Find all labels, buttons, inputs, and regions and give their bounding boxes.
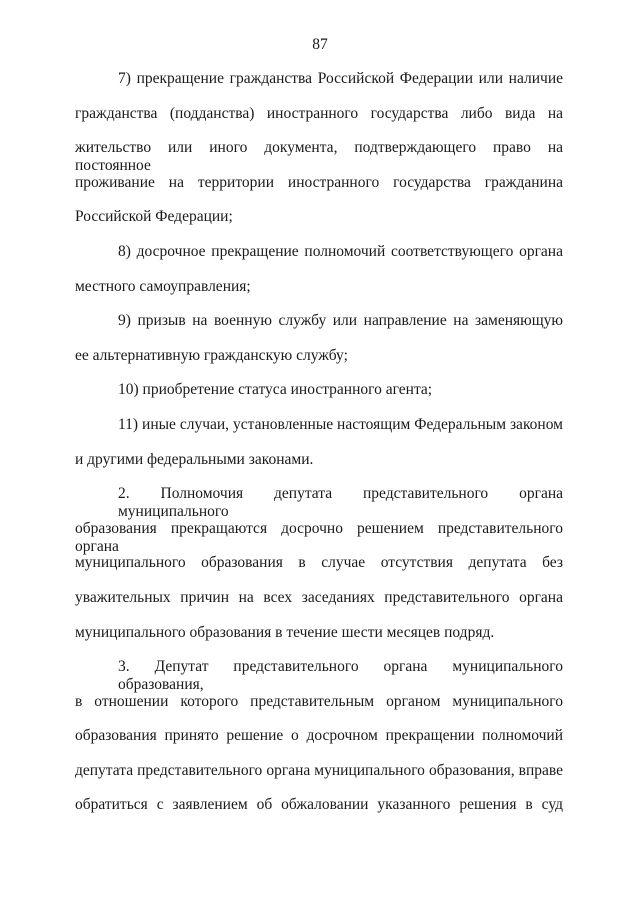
text-line: 8) досрочное прекращение полномочий соответствующего органа [118, 242, 563, 260]
text-line: депутата представительного органа муниципального образования, вправе [75, 761, 563, 779]
text-line: образования прекращаются досрочно решением представительного органа [75, 519, 563, 555]
text-line: ее альтернативную гражданскую службу; [75, 346, 348, 364]
text-line: муниципального образования в случае отсутствия депутата без [75, 554, 563, 572]
paragraph-item-11 [75, 416, 563, 485]
text-line: обратиться с заявлением об обжаловании указанного решения в суд [75, 796, 563, 814]
text-line: гражданства (подданства) иностранного государства либо вида на [75, 104, 563, 122]
paragraph-item-8 [75, 243, 563, 312]
text-line: в отношении которого представительным органом муниципального [75, 692, 563, 710]
paragraph-clause-2 [75, 485, 563, 658]
text-line: жительство или иного документа, подтверждающего право на постоянное [75, 139, 563, 175]
text-line: 10) приобретение статуса иностранного агента; [118, 381, 433, 399]
text-line: 7) прекращение гражданства Российской Федерации или наличие [118, 70, 563, 87]
text-line: Российской Федерации; [75, 208, 233, 226]
text-line: уважительных причин на всех заседаниях представительного органа [75, 588, 563, 606]
document-body [75, 70, 563, 831]
text-line: 11) иные случаи, установленные настоящим Федеральным законом [118, 415, 563, 433]
text-line: 9) призыв на военную службу или направление на заменяющую [118, 312, 563, 330]
text-line: образования принято решение о досрочном прекращении полномочий [75, 727, 563, 745]
text-line: 3. Депутат представительного органа муниципального образования, [118, 658, 563, 694]
text-line: местного самоуправления; [75, 277, 251, 295]
paragraph-item-7 [75, 70, 563, 243]
text-line: 2. Полномочия депутата представительного органа муниципального [118, 485, 563, 521]
text-line: муниципального образования в течение шести месяцев подряд. [75, 623, 495, 641]
text-line: и другими федеральными законами. [75, 450, 314, 468]
paragraph-item-10 [75, 381, 563, 416]
page-number: 87 [312, 36, 328, 53]
text-line: проживание на территории иностранного государства гражданина [75, 173, 563, 191]
paragraph-item-9 [75, 312, 563, 381]
paragraph-clause-3 [75, 658, 563, 831]
